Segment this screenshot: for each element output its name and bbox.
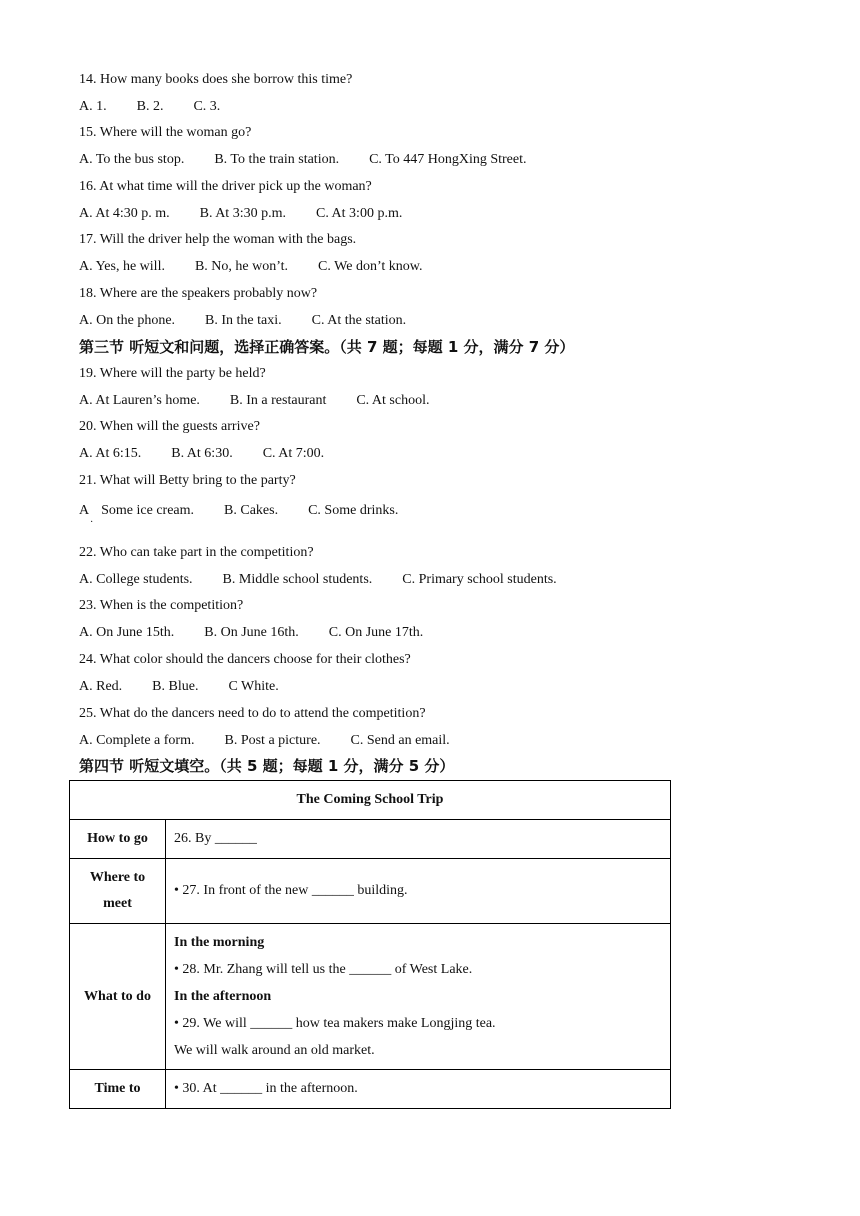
option-b: B. 2. (136, 99, 164, 114)
option-a: A. At 6:15. (79, 446, 142, 461)
afternoon-heading: In the afternoon (174, 989, 272, 1004)
option-b: B. On June 16th. (204, 625, 299, 640)
question-16-options (79, 205, 402, 223)
question-23: 23. When is the competition? (79, 598, 244, 613)
option-c: C. At 7:00. (262, 446, 325, 461)
option-b: B. In a restaurant (229, 393, 327, 408)
option-a: A. To the bus stop. (79, 152, 185, 167)
question-18-options (79, 312, 406, 330)
option-a-dot: · (90, 517, 94, 528)
where-to-meet-label (70, 859, 166, 924)
option-a: A. College students. (79, 572, 193, 587)
option-a: A. On the phone. (79, 313, 176, 328)
table-row (70, 1070, 671, 1109)
option-c: C. To 447 HongXing Street. (369, 152, 527, 167)
option-a: A. Yes, he will. (79, 259, 165, 274)
question-22-options (79, 571, 557, 589)
question-21: 21. What will Betty bring to the party? (79, 473, 296, 488)
table-title: The Coming School Trip (70, 781, 671, 820)
question-19-options (79, 392, 429, 410)
question-24: 24. What color should the dancers choose for their clothes? (79, 652, 411, 667)
option-c: C. At the station. (311, 313, 407, 328)
question-22: 22. Who can take part in the competition? (79, 545, 314, 560)
option-a: A. At 4:30 p. m. (79, 206, 170, 221)
table-row (70, 781, 671, 820)
question-20: 20. When will the guests arrive? (79, 419, 260, 434)
option-b: B. No, he won’t. (194, 259, 289, 274)
option-c: C. At school. (356, 393, 430, 408)
option-b: B. In the taxi. (205, 313, 282, 328)
time-value: • 30. At ______ in the afternoon. (166, 1070, 671, 1109)
where-label-line-1: Where to (89, 870, 146, 885)
option-c: C White. (228, 679, 279, 694)
school-trip-table (69, 780, 671, 1109)
option-c: C. On June 17th. (328, 625, 424, 640)
option-c: C. Primary school students. (402, 572, 557, 587)
what-to-do-label: What to do (70, 924, 166, 1070)
question-15: 15. Where will the woman go? (79, 125, 252, 140)
question-25-options (79, 732, 450, 750)
question-14-options (79, 98, 220, 116)
question-16: 16. At what time will the driver pick up the woman? (79, 179, 372, 194)
question-21-options (79, 502, 398, 520)
option-c: C. Some drinks. (308, 503, 399, 518)
where-label-line-2: meet (103, 896, 132, 911)
option-a-letter: A (79, 503, 90, 518)
question-25: 25. What do the dancers need to do to attend the competition? (79, 706, 426, 721)
option-a: A. Red. (79, 679, 123, 694)
option-b: B. At 3:30 p.m. (199, 206, 286, 221)
option-c: C. We don’t know. (318, 259, 423, 274)
item-29: • 29. We will ______ how tea makers make Longjing tea. (174, 1016, 496, 1031)
option-b: B. Blue. (152, 679, 199, 694)
table-row (70, 859, 671, 924)
table-row (70, 820, 671, 859)
option-c: C. Send an email. (350, 733, 450, 748)
section-4-heading: 第四节 听短文填空。（共 5 题；每题 1 分，满分 5 分） (79, 757, 455, 775)
question-17-options (79, 258, 422, 276)
question-18: 18. Where are the speakers probably now? (79, 286, 318, 301)
option-c: C. At 3:00 p.m. (315, 206, 403, 221)
option-b: B. To the train station. (214, 152, 340, 167)
time-label: Time to (70, 1070, 166, 1109)
question-17: 17. Will the driver help the woman with the bags. (79, 232, 357, 247)
option-c: C. 3. (193, 99, 221, 114)
option-a: A. Complete a form. (79, 733, 195, 748)
option-a: Some ice cream. (101, 503, 195, 518)
question-23-options (79, 624, 423, 642)
option-a: A. 1. (79, 99, 107, 114)
morning-heading: In the morning (174, 935, 265, 950)
option-a: A. On June 15th. (79, 625, 175, 640)
option-b: B. Post a picture. (224, 733, 321, 748)
how-to-go-value: 26. By ______ (166, 820, 671, 859)
question-14: 14. How many books does she borrow this time? (79, 72, 353, 87)
section-3-heading: 第三节 听短文和问题，选择正确答案。（共 7 题；每题 1 分，满分 7 分） (79, 338, 575, 356)
option-a: A. At Lauren’s home. (79, 393, 200, 408)
question-15-options (79, 151, 527, 169)
option-b: B. Cakes. (224, 503, 279, 518)
where-to-meet-value: • 27. In front of the new ______ building. (166, 859, 671, 924)
question-19: 19. Where will the party be held? (79, 366, 266, 381)
option-b: B. At 6:30. (171, 446, 233, 461)
how-to-go-label: How to go (70, 820, 166, 859)
what-to-do-value (166, 924, 671, 1070)
table-row (70, 924, 671, 1070)
question-24-options (79, 678, 279, 696)
question-20-options (79, 445, 324, 463)
item-29-extra: We will walk around an old market. (174, 1043, 375, 1058)
item-28: • 28. Mr. Zhang will tell us the ______ of West Lake. (174, 962, 473, 977)
option-b: B. Middle school students. (222, 572, 373, 587)
